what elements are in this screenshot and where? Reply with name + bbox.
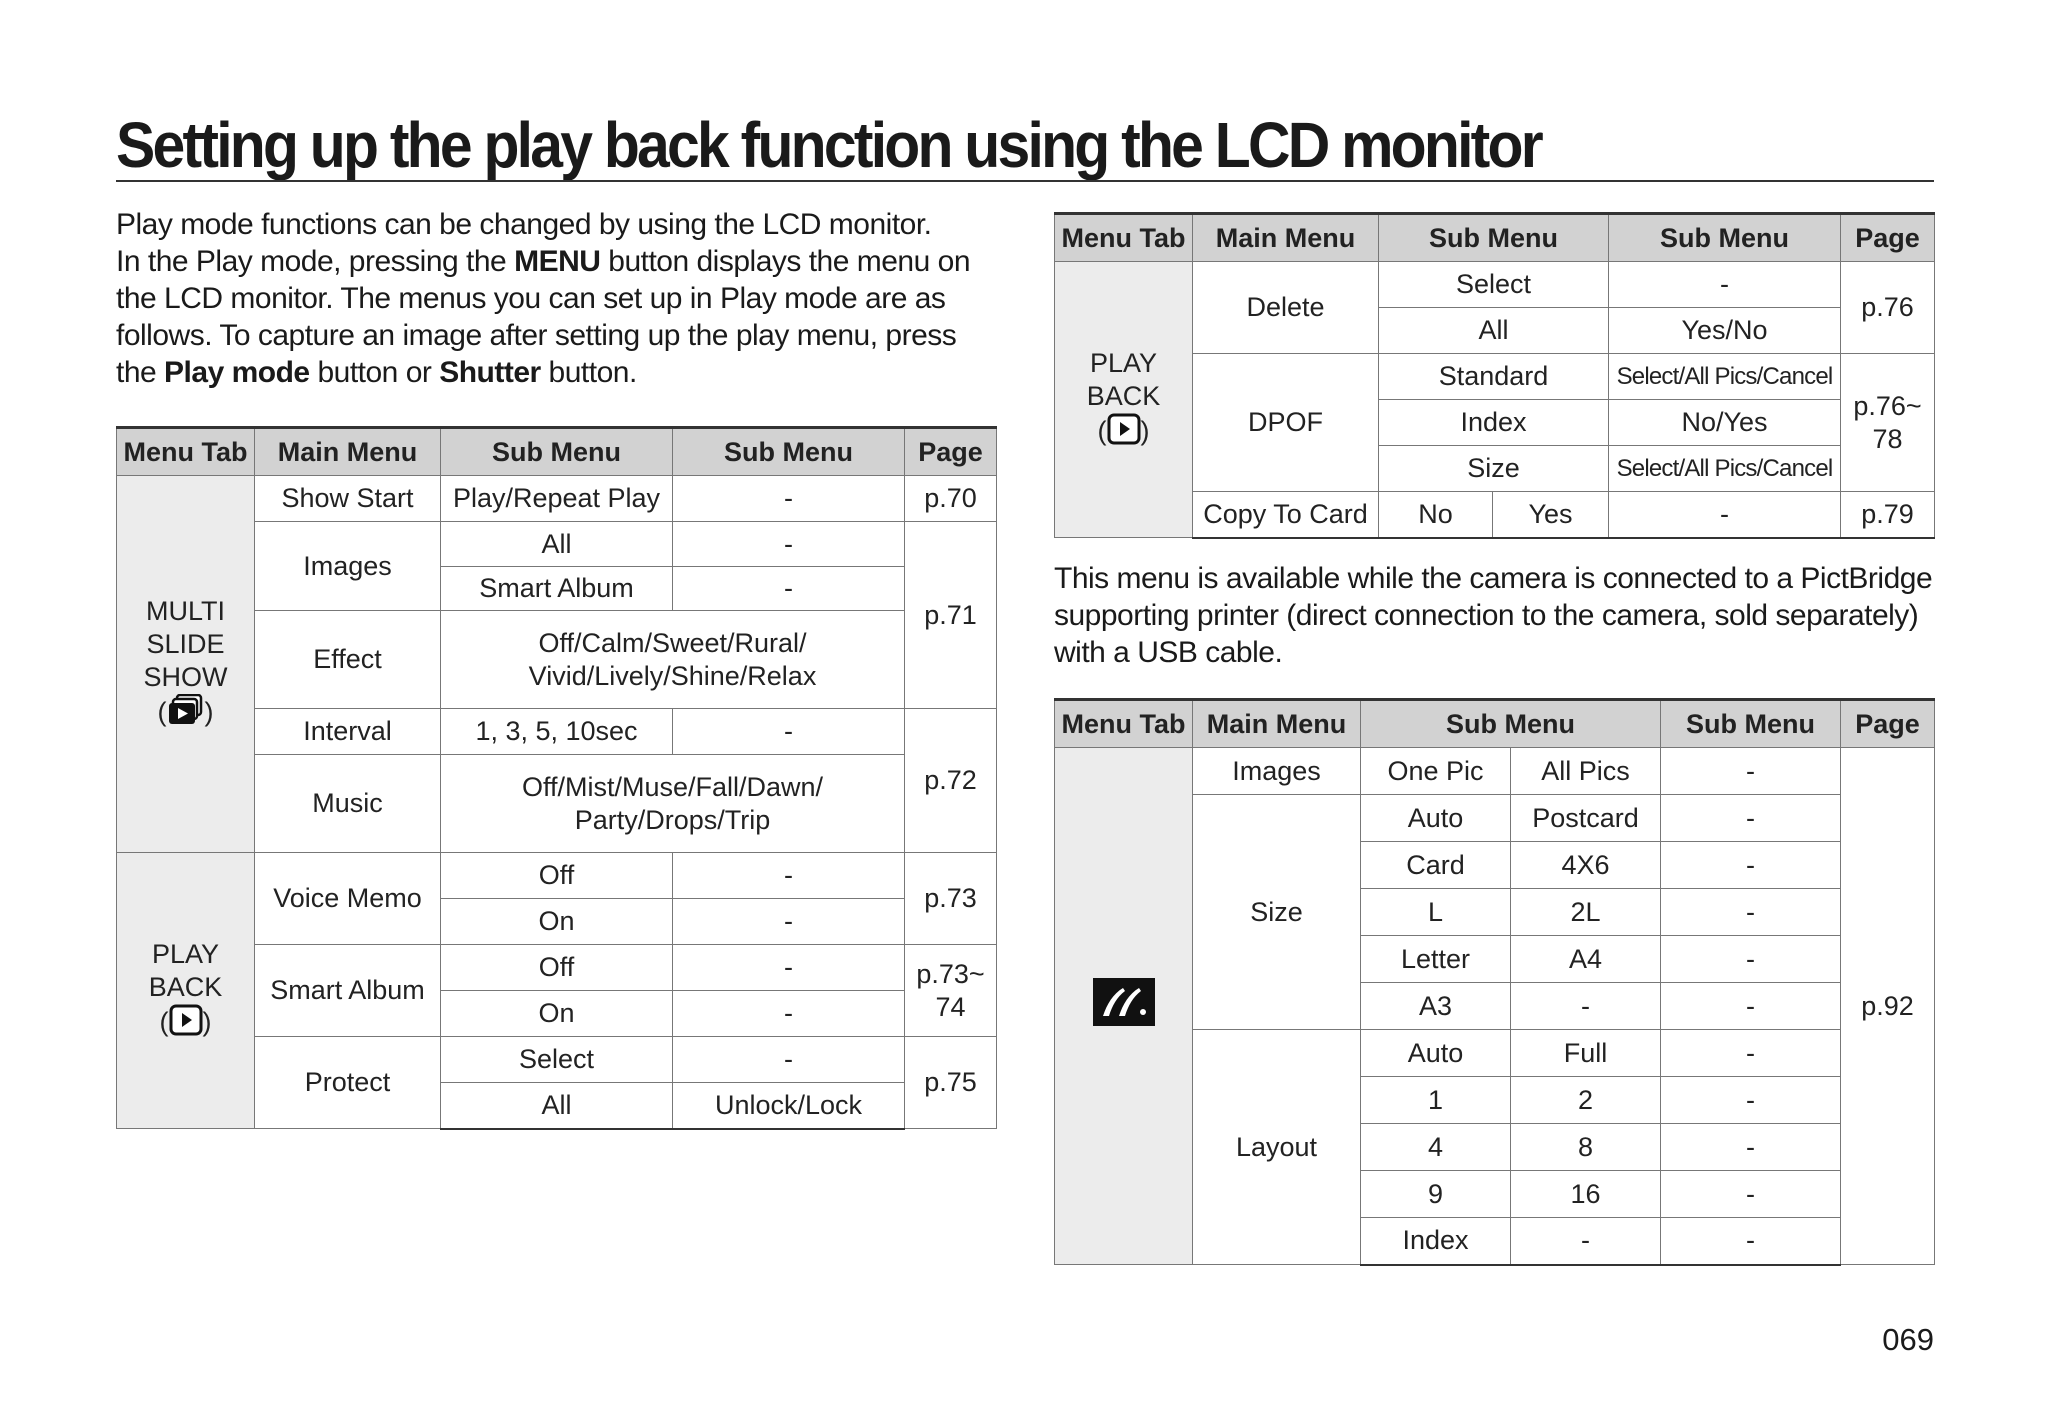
page-title: Setting up the play back function using the LCD monitor <box>116 109 1541 181</box>
play-menu-table: Menu Tab Main Menu Sub Menu Sub Menu Page MULTI SLIDE SHOW ( ) Show Start Play/Repeat Play - p.70 Images All - p.71 Smart Album - Effect Off/Calm/Sweet/Rural/ Vivid/Lively/Shine/Relax Interval 1, 3, 5, 10sec - p.72 Music Off/Mist/Muse/Fall/Dawn/ Party/Drops/Trip PLAY BACK ( ) Voice Memo Off - p.73 On - Smart Album Off - p.73~ 74 On - Protect Select - p.75 All Unlock/Lock <box>116 426 997 1130</box>
page-ref: p.76~ 78 <box>1841 354 1935 492</box>
intro-part4: button. <box>540 356 637 389</box>
menu-tab-play-back: PLAY BACK ( ) <box>1055 262 1193 538</box>
header-menu-tab: Menu Tab <box>1055 700 1193 748</box>
main-menu-dpof: DPOF <box>1193 354 1379 492</box>
menu-tab-pictbridge <box>1055 748 1193 1265</box>
page-number: 069 <box>1882 1322 1934 1357</box>
main-menu-delete: Delete <box>1193 262 1379 354</box>
pictbridge-note: This menu is available while the camera is connected to a PictBridge supporting printer (direct connection to the camera, sold separately) with a USB cable. <box>1054 562 1933 669</box>
main-menu-size: Size <box>1193 795 1361 1030</box>
header-sub-menu: Sub Menu <box>673 428 905 476</box>
page-ref: p.73~ 74 <box>905 945 997 1037</box>
header-page: Page <box>1841 700 1935 748</box>
page-ref: p.79 <box>1841 492 1935 538</box>
header-main-menu: Main Menu <box>1193 700 1361 748</box>
header-sub-menu: Sub Menu <box>1661 700 1841 748</box>
header-menu-tab: Menu Tab <box>117 428 255 476</box>
intro-part2: button displays the menu on the LCD monitor. The menus you can set up in Play mode are as follows. To capture an image after setting up the play menu, press the <box>116 245 971 389</box>
pictbridge-icon <box>1093 978 1155 1034</box>
main-menu-images: Images <box>1193 748 1361 795</box>
header-sub-menu: Sub Menu <box>1379 214 1609 262</box>
main-menu-smart-album: Smart Album <box>255 945 441 1037</box>
intro-line1: Play mode functions can be changed by using the LCD monitor. <box>116 208 932 241</box>
shutter-word: Shutter <box>439 356 541 389</box>
slideshow-icon <box>167 694 205 734</box>
play-mode-word: Play mode <box>164 356 310 389</box>
intro-part3: button or <box>309 356 440 389</box>
header-page: Page <box>1841 214 1935 262</box>
title-rule <box>116 180 1934 182</box>
main-menu-show-start: Show Start <box>255 476 441 522</box>
header-sub-menu: Sub Menu <box>1609 214 1841 262</box>
header-menu-tab: Menu Tab <box>1055 214 1193 262</box>
play-back-menu-table: Menu Tab Main Menu Sub Menu Sub Menu Page PLAY BACK ( ) Delete Select - p.76 All Yes/No DPOF Standard Select/All Pics/Cancel p.76~ 78 Index No/Yes Size Select/All Pics/Cancel Copy To Card No Yes - p.79 <box>1054 212 1935 539</box>
page-ref: p.70 <box>905 476 997 522</box>
main-menu-music: Music <box>255 755 441 853</box>
main-menu-layout: Layout <box>1193 1030 1361 1265</box>
page-ref: p.73 <box>905 853 997 945</box>
pictbridge-menu-table: Menu Tab Main Menu Sub Menu Sub Menu Page Images One Pic All Pics - p.92 Size Auto Postcard - Card 4X6 - L 2L - Letter A4 - A3 - - Layout Auto Full - 1 2 - 4 8 - 9 16 - Index - - <box>1054 698 1935 1266</box>
main-menu-copy-to-card: Copy To Card <box>1193 492 1379 538</box>
page-ref: p.72 <box>905 709 997 853</box>
intro-paragraph <box>116 206 996 391</box>
main-menu-effect: Effect <box>255 611 441 709</box>
header-page: Page <box>905 428 997 476</box>
main-menu-voice-memo: Voice Memo <box>255 853 441 945</box>
menu-tab-multi-slide-show: MULTI SLIDE SHOW ( ) <box>117 476 255 853</box>
page-ref: p.76 <box>1841 262 1935 354</box>
header-main-menu: Main Menu <box>255 428 441 476</box>
page-ref: p.92 <box>1841 748 1935 1265</box>
main-menu-images: Images <box>255 522 441 611</box>
play-icon <box>169 1004 203 1044</box>
play-icon <box>1107 413 1141 453</box>
intro-part1: In the Play mode, pressing the <box>116 245 515 278</box>
header-main-menu: Main Menu <box>1193 214 1379 262</box>
page-ref: p.71 <box>905 522 997 709</box>
page-ref: p.75 <box>905 1037 997 1129</box>
menu-word: MENU <box>514 245 601 278</box>
header-sub-menu: Sub Menu <box>441 428 673 476</box>
menu-tab-play-back: PLAY BACK ( ) <box>117 853 255 1129</box>
main-menu-interval: Interval <box>255 709 441 755</box>
header-sub-menu: Sub Menu <box>1361 700 1661 748</box>
main-menu-protect: Protect <box>255 1037 441 1129</box>
